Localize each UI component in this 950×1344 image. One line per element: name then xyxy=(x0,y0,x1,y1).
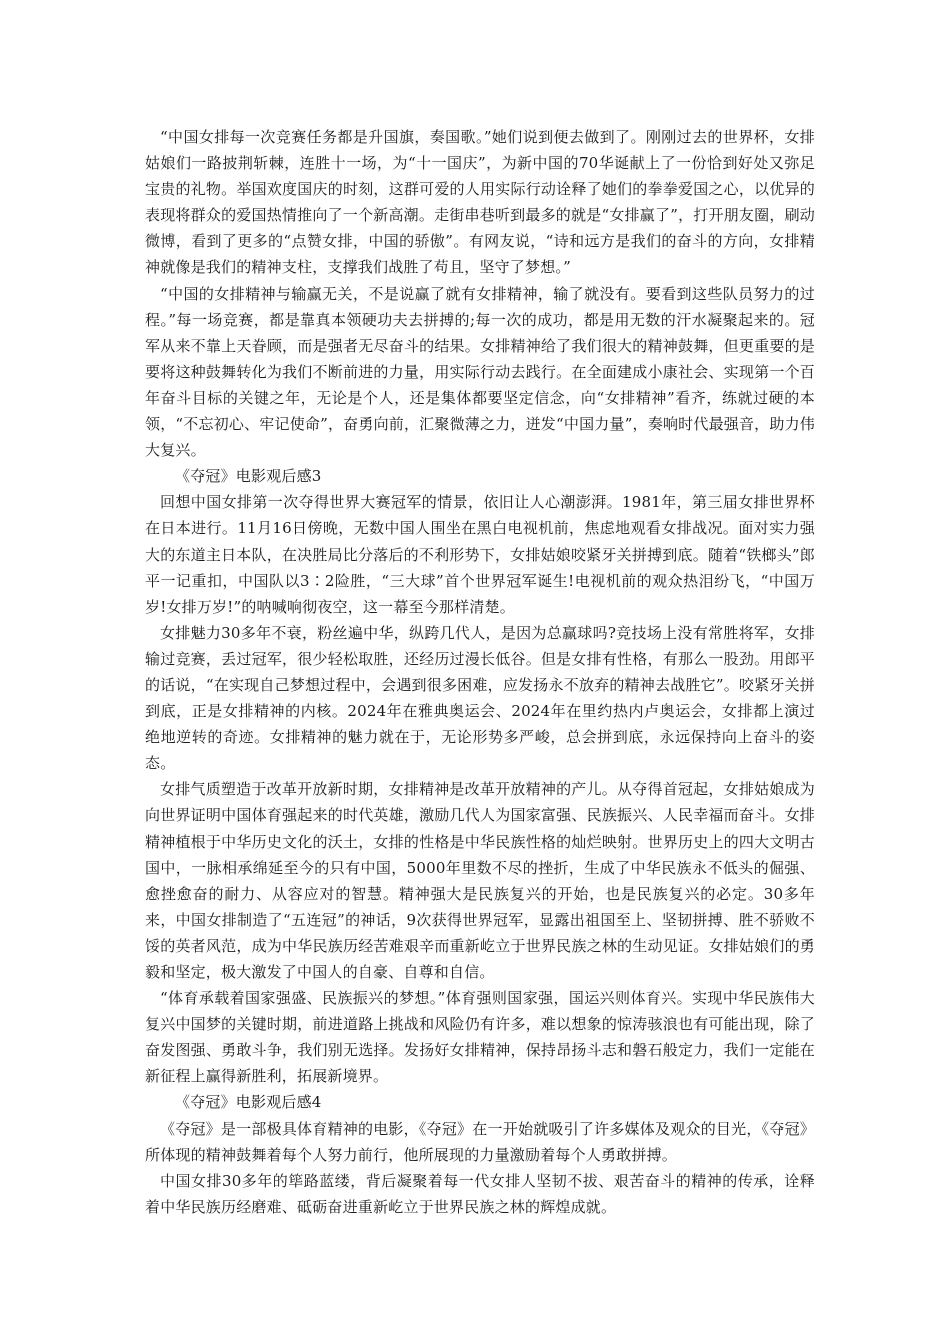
paragraph: 女排气质塑造于改革开放新时期，女排精神是改革开放精神的产儿。从夺得首冠起，女排姑娘成为向世界证明中国体育强起来的时代英雄，激励几代人为国家富强、民族振兴、人民幸福而奋斗。女排精神植根于中华历史文化的沃土，女排的性格是中华民族性格的灿烂映射。世界历史上的四大文明古国中，一脉相承绵延至今的只有中国，5000年里数不尽的挫折，生成了中华民族永不低头的倔强、愈挫愈奋的耐力、从容应对的智慧。精神强大是民族复兴的开始，也是民族复兴的必定。30多年来，中国女排制造了“五连冠”的神话，9次获得世界冠军，显露出祖国至上、坚韧拼搏、胜不骄败不馁的英者风范，成为中华民族历经苦难艰辛而重新屹立于世界民族之林的生动见证。女排姑娘们的勇毅和坚定，极大激发了中国人的自豪、自尊和自信。 xyxy=(145,780,815,981)
section-heading: 《夺冠》电影观后感3 xyxy=(175,467,322,486)
paragraph: 回想中国女排第一次夺得世界大赛冠军的情景，依旧让人心潮澎湃。1981年，第三届女排世界杯在日本进行。11月16日傍晚，无数中国人围坐在黑白电视机前，焦虑地观看女排战况。面对实力强大的东道主日本队，在决胜局比分落后的不利形势下，女排姑娘咬紧牙关拼搏到底。随着“铁榔头”郎平一记重扣，中国队以3∶2险胜，“三大球”首个世界冠军诞生!电视机前的观众热泪纷飞，“中国万岁!女排万岁!”的呐喊响彻夜空，这一幕至今那样清楚。 xyxy=(145,493,815,616)
section-heading: 《夺冠》电影观后感4 xyxy=(175,1093,322,1112)
document-body xyxy=(145,124,815,1220)
paragraph: “中国女排每一次竞赛任务都是升国旗，奏国歌。”她们说到便去做到了。刚刚过去的世界杯，女排姑娘们一路披荆斩棘，连胜十一场，为“十一国庆”，为新中国的70华诞献上了一份恰到好处又弥足宝贵的礼物。举国欢度国庆的时刻，这群可爱的人用实际行动诠释了她们的拳拳爱国之心，以优异的表现将群众的爱国热情推向了一个新高潮。走街串巷听到最多的就是“女排赢了”，打开朋友圈，刷动微博，看到了更多的“点赞女排，中国的骄傲”。有网友说，“诗和远方是我们的奋斗的方向，女排精神就像是我们的精神支柱，支撑我们战胜了苟且，坚守了梦想。” xyxy=(145,128,815,277)
paragraph: “中国的女排精神与输赢无关，不是说赢了就有女排精神，输了就没有。要看到这些队员努力的过程。”每一场竞赛，都是靠真本领硬功夫去拼搏的;每一次的成功，都是用无数的汗水凝聚起来的。冠军从来不靠上天眷顾，而是强者无尽奋斗的结果。女排精神给了我们很大的精神鼓舞，但更重要的是要将这种鼓舞转化为我们不断前进的力量，用实际行动去践行。在全面建成小康社会、实现第一个百年奋斗目标的关键之年，无论是个人，还是集体都要坚定信念，向“女排精神”看齐，练就过硬的本领，“不忘初心、牢记使命”，奋勇向前，汇聚微薄之力，迸发“中国力量”，奏响时代最强音，助力伟大复兴。 xyxy=(145,284,815,460)
paragraph: 女排魅力30多年不衰，粉丝遍中华，纵跨几代人，是因为总赢球吗?竞技场上没有常胜将军，女排输过竞赛，丢过冠军，很少轻松取胜，还经历过漫长低谷。但是女排有性格，有那么一股劲。用郎平的话说，“在实现自己梦想过程中，会遇到很多困难，应发扬永不放弃的精神去战胜它”。咬紧牙关拼到底，正是女排精神的内核。2024年在雅典奥运会、2024年在里约热内卢奥运会，女排都上演过绝地逆转的奇迹。女排精神的魅力就在于，无论形势多严峻，总会拼到底，永远保持向上奋斗的姿态。 xyxy=(145,623,815,773)
paragraph: 《夺冠》是一部极具体育精神的电影，《夺冠》在一开始就吸引了许多媒体及观众的目光，《夺冠》所体现的精神鼓舞着每个人努力前行，他所展现的力量激励着每个人勇敢拼搏。 xyxy=(145,1119,815,1164)
paragraph: “体育承载着国家强盛、民族振兴的梦想。”体育强则国家强，国运兴则体育兴。实现中华民族伟大复兴中国梦的关键时期，前进道路上挑战和风险仍有许多，难以想象的惊涛骇浪也有可能出现，除了奋发图强、勇敢斗争，我们别无选择。发扬好女排精神，保持昂扬斗志和磐石般定力，我们一定能在新征程上赢得新胜利，拓展新境界。 xyxy=(145,989,815,1086)
paragraph: 中国女排30多年的筚路蓝缕，背后凝聚着每一代女排人坚韧不拔、艰苦奋斗的精神的传承，诠释着中华民族历经磨难、砥砺奋进重新屹立于世界民族之林的辉煌成就。 xyxy=(145,1171,815,1216)
